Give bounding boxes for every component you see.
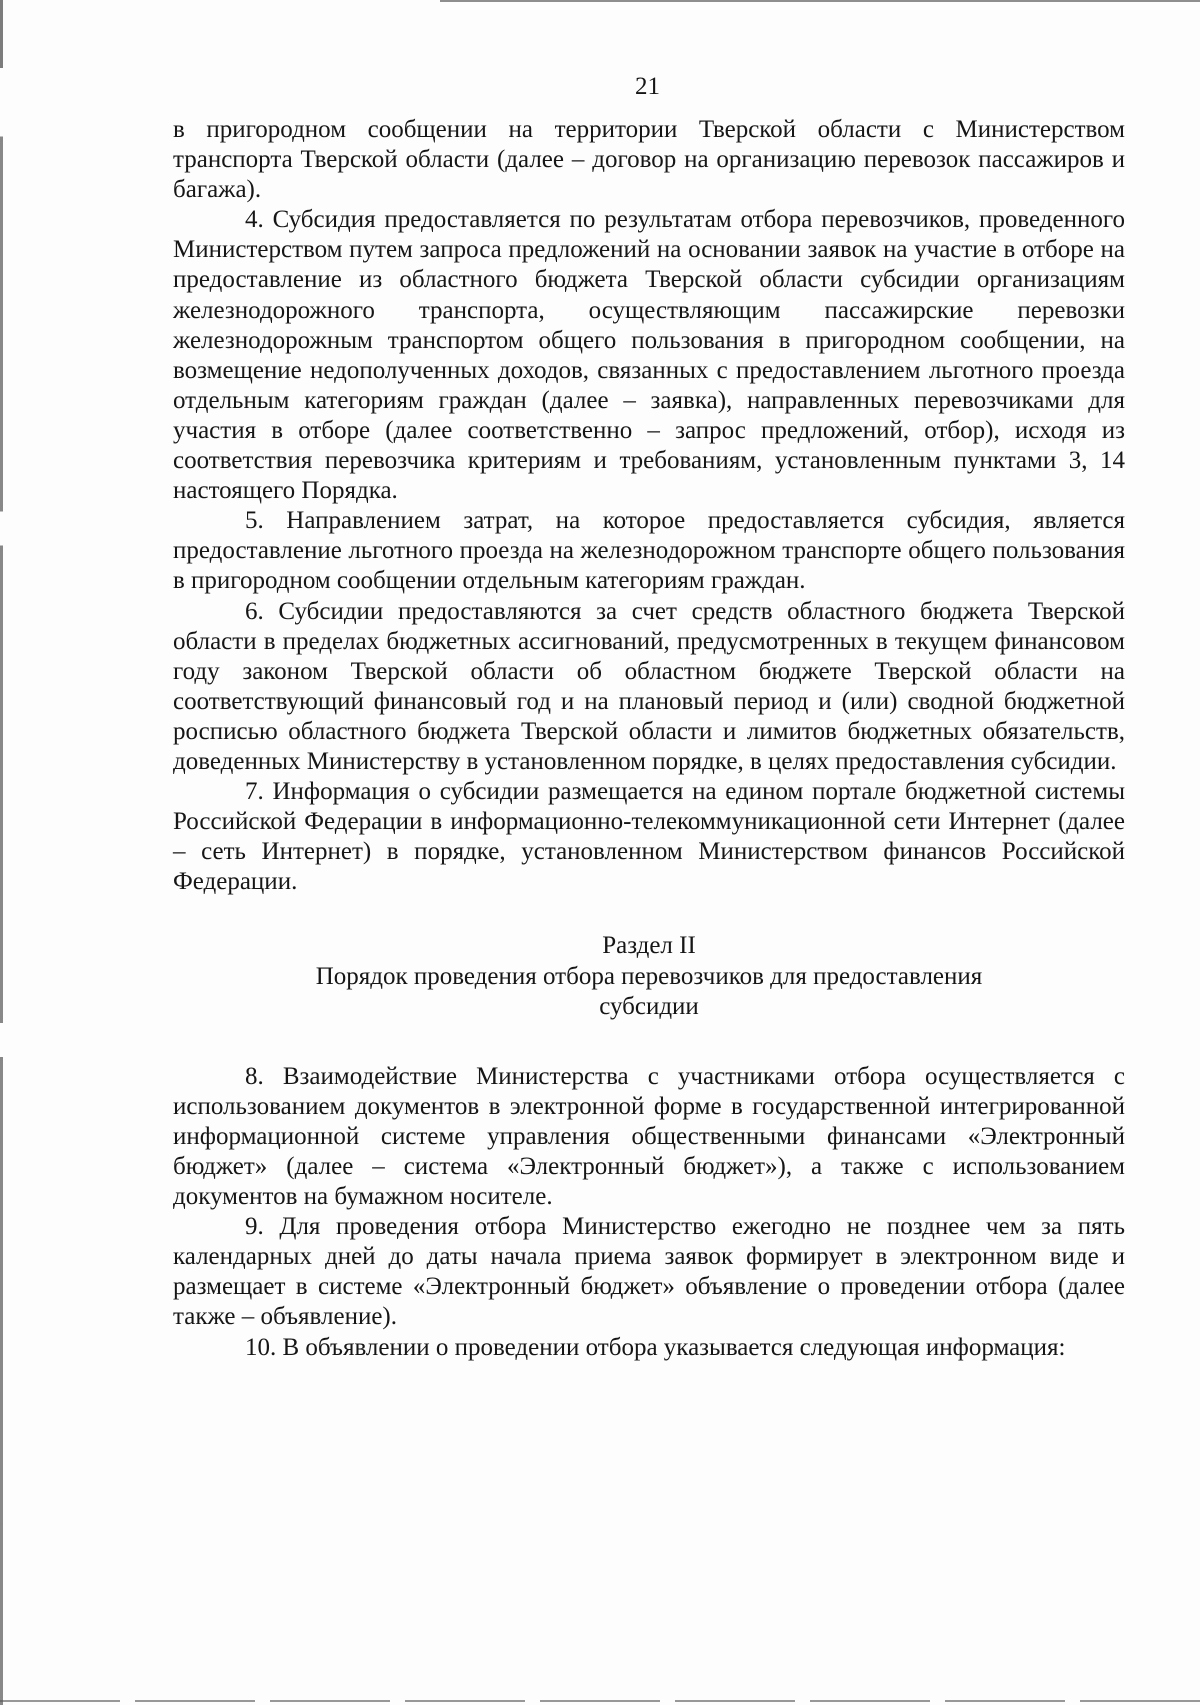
paragraph-5: 5. Направлением затрат, на которое предоставляется субсидия, является предоставление льготного проезда на железнодорожном транспорте общего пользования в пригородном сообщении отдельным категориям граждан. [173, 507, 1125, 595]
document-body [173, 115, 1125, 1363]
scan-edge-left [0, 0, 3, 1705]
paragraph-10: 10. В объявлении о проведении отбора указывается следующая информация: [245, 1333, 1066, 1361]
paragraph-4: 4. Субсидия предоставляется по результатам отбора перевозчиков, проведенного Министерством путем запроса предложений на основании заявок на участие в отборе на предоставление из областного бюджета Тверской области субсидии организациям железнодорожного транспорта, осуществляющим пассажирские перевозки железнодорожным транспортом общего пользования в пригородном сообщении, на возмещение недополученных доходов, связанных с предоставлением льготного проезда отдельным категориям граждан (далее – заявка), направленных перевозчиками для участия в отборе (далее соответственно – запрос предложений, отбор), исходя из соответствия перевозчика критериям и требованиям, установленным пунктами 3, 14 настоящего Порядка. [173, 206, 1125, 505]
paragraph-8: 8. Взаимодействие Министерства с участниками отбора осуществляется с использованием документов в электронной форме в государственной интегрированной информационной системе управления общественными финансами «Электронный бюджет» (далее – система «Электронный бюджет»), а также с использованием документов на бумажном носителе. [173, 1062, 1125, 1211]
paragraph-continuation: в пригородном сообщении на территории Тверской области с Министерством транспорта Тверской области (далее – договор на организацию перевозок пассажиров и багажа). [173, 116, 1125, 204]
scan-edge-bottom [0, 1700, 1200, 1702]
section-number: Раздел II [602, 932, 696, 960]
page-number: 21 [635, 73, 660, 100]
paragraph-9: 9. Для проведения отбора Министерство ежегодно не позднее чем за пять календарных дней до даты начала приема заявок формирует в электронном виде и размещает в системе «Электронный бюджет» объявление о проведении отбора (далее также – объявление). [173, 1213, 1125, 1331]
scan-edge-top [440, 0, 1200, 2]
section-title-line-1: Порядок проведения отбора перевозчиков для предоставления [315, 962, 983, 990]
paragraph-6: 6. Субсидии предоставляются за счет средств областного бюджета Тверской области в пределах бюджетных ассигнований, предусмотренных в текущем финансовом году законом Тверской области об областном бюджете Тверской области на соответствующий финансовый год и на плановый период и (или) сводной бюджетной росписью областного бюджета Тверской области и лимитов бюджетных обязательств, доведенных Министерству в установленном порядке, в целях предоставления субсидии. [173, 597, 1125, 775]
section-title-line-2: субсидии [599, 992, 699, 1020]
paragraph-7: 7. Информация о субсидии размещается на едином портале бюджетной системы Российской Федерации в информационно-телекоммуникационной сети Интернет (далее – сеть Интернет) в порядке, установленном Министерством финансов Российской Федерации. [173, 778, 1125, 896]
